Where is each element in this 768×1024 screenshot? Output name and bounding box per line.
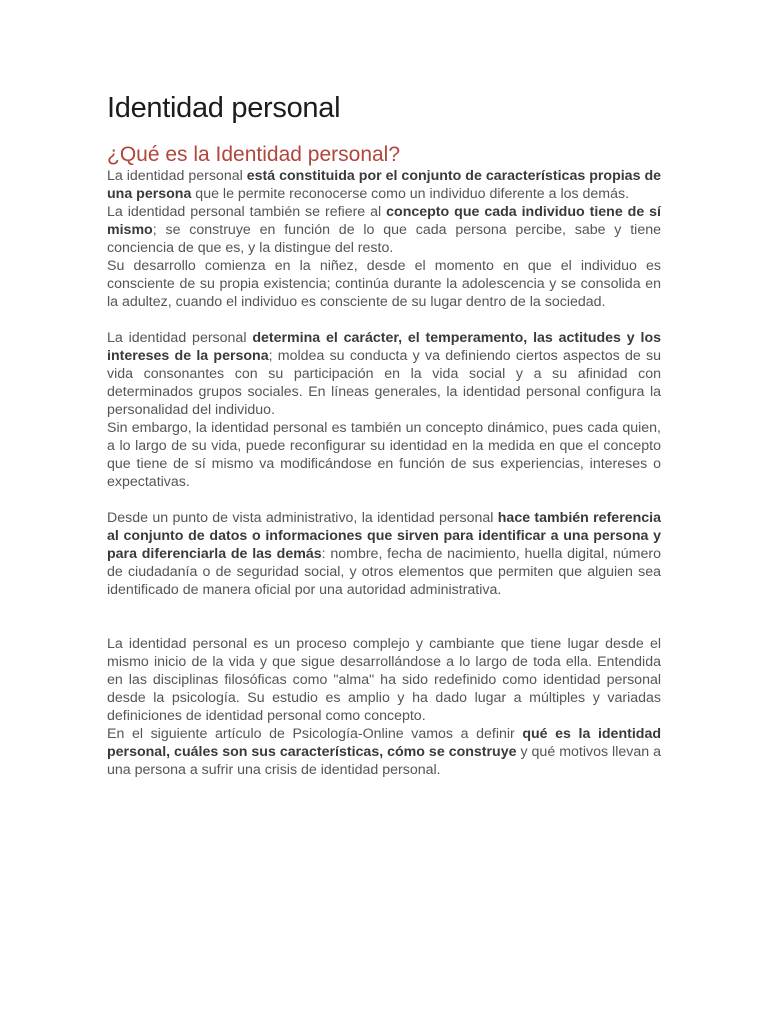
text-run: Su desarrollo comienza en la niñez, desde el momento en que el individuo es consciente de su propia existencia; continúa durante la adolescencia y se consolida en la adultez, cuando el individuo es consciente de su lugar dentro de la sociedad. — [107, 258, 661, 310]
paragraph-spacer — [107, 311, 661, 329]
text-run: La identidad personal es un proceso complejo y cambiante que tiene lugar desde el mismo inicio de la vida y que sigue desarrollándose a lo largo de toda ella. Entendida en las disciplinas filosóficas como "alma" ha sido redefinido como identidad personal desde la psicología. Su estudio es amplio y ha dado lugar a múltiples y variadas definiciones de identidad personal como concepto. — [107, 636, 661, 724]
text-run: Desde un punto de vista administrativo, la identidad personal — [107, 510, 498, 526]
paragraph-spacer — [107, 491, 661, 509]
text-run: La identidad personal — [107, 168, 247, 184]
text-run: La identidad personal también se refiere al — [107, 204, 387, 220]
paragraph — [107, 329, 661, 419]
text-run: En el siguiente artículo de Psicología-Online vamos a definir — [107, 726, 523, 742]
paragraph — [107, 509, 661, 599]
text-run: ; se construye en función de lo que cada persona percibe, sabe y tiene conciencia de que es, y la distingue del resto. — [107, 222, 661, 256]
bold-text-run: concepto que cada individuo tiene de sí mismo — [107, 204, 661, 238]
text-run: La identidad personal — [107, 330, 253, 346]
section-heading: ¿Qué es la Identidad personal? — [107, 143, 401, 166]
bold-text-run: determina el carácter, el temperamento, las actitudes y los intereses de la persona — [107, 330, 662, 364]
text-run: ; moldea su conducta y va definiendo ciertos aspectos de su vida consonantes con su participación en la vida social y a su afinidad con determinados grupos sociales. En líneas generales, la identidad personal configura la personalidad del individuo. — [107, 348, 661, 418]
body-text — [107, 167, 661, 779]
bold-text-run: qué es la identidad personal, cuáles son sus características, cómo se construye — [107, 726, 662, 760]
paragraph — [107, 203, 661, 257]
bold-text-run: hace también referencia al conjunto de datos o informaciones que sirven para identificar a una persona y para diferenciarla de las demás — [107, 510, 661, 562]
paragraph — [107, 257, 661, 311]
paragraph — [107, 725, 661, 779]
page-title: Identidad personal — [107, 92, 341, 124]
text-run: Sin embargo, la identidad personal es también un concepto dinámico, pues cada quien, a lo largo de su vida, puede reconfigurar su identidad en la medida en que el concepto que tiene de sí mismo va modificándose en función de sus experiencias, intereses o expectativas. — [107, 420, 661, 490]
text-run: y qué motivos llevan a una persona a sufrir una crisis de identidad personal. — [107, 744, 661, 778]
paragraph-spacer — [107, 599, 661, 635]
bold-text-run: está constituida por el conjunto de características propias de una persona — [107, 168, 661, 202]
paragraph — [107, 635, 661, 725]
paragraph — [107, 167, 661, 203]
paragraph — [107, 419, 661, 491]
text-run: que le permite reconocerse como un individuo diferente a los demás. — [191, 186, 630, 202]
text-run: : nombre, fecha de nacimiento, huella digital, número de ciudadanía o de seguridad social, y otros elementos que permiten que alguien sea identificado de manera oficial por una autoridad administrativa. — [107, 546, 661, 598]
